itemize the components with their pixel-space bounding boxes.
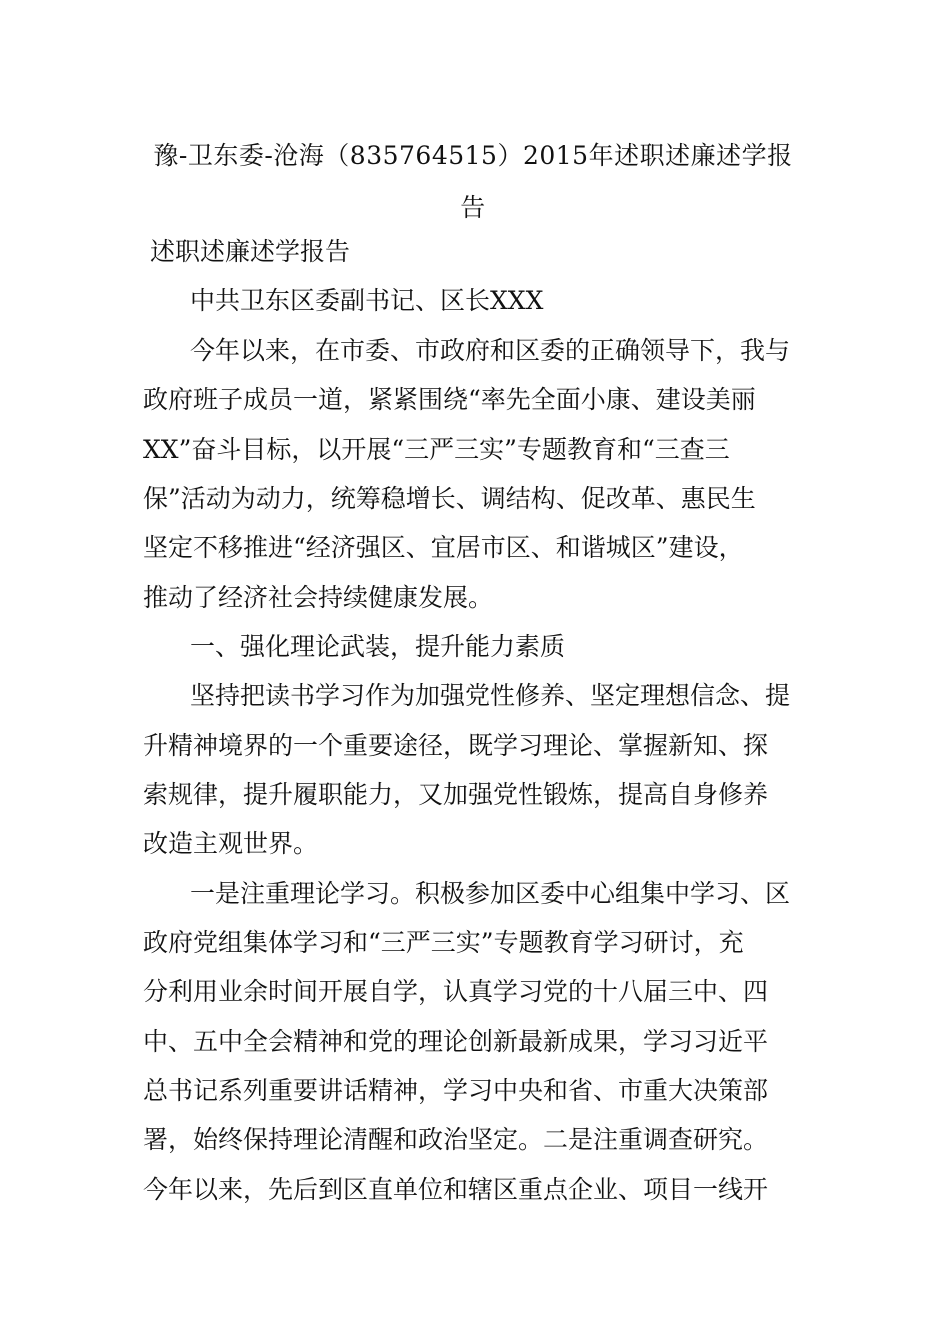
paragraph-line: 索规律，提升履职能力，又加强党性锻炼，提高自身修养 bbox=[143, 780, 769, 809]
title-line-1: 豫-卫东委-沧海（835764515）2015年述职述廉述学报 bbox=[153, 141, 793, 170]
paragraph-line: 推动了经济社会持续健康发展。 bbox=[143, 583, 494, 612]
paragraph-line: 今年以来，在市委、市政府和区委的正确领导下，我与 bbox=[190, 336, 791, 365]
paragraph-line: 保”活动为动力，统筹稳增长、调结构、促改革、惠民生 bbox=[143, 484, 756, 513]
paragraph-line: 总书记系列重要讲话精神，学习中央和省、市重大决策部 bbox=[143, 1076, 769, 1105]
author-line: 中共卫东区委副书记、区长XXX bbox=[190, 286, 544, 315]
paragraph-line: 一是注重理论学习。积极参加区委中心组集中学习、区 bbox=[190, 879, 791, 908]
paragraph-line: 政府班子成员一道，紧紧围绕“率先全面小康、建设美丽 bbox=[143, 385, 756, 414]
paragraph-line: 分利用业余时间开展自学，认真学习党的十八届三中、四 bbox=[143, 977, 769, 1006]
paragraph-line: 坚定不移推进“经济强区、宜居市区、和谐城区”建设， bbox=[143, 533, 744, 562]
paragraph-line: 改造主观世界。 bbox=[143, 829, 319, 858]
paragraph-line: 升精神境界的一个重要途径，既学习理论、掌握新知、探 bbox=[143, 731, 769, 760]
paragraph-line: 中、五中全会精神和党的理论创新最新成果，学习习近平 bbox=[143, 1027, 769, 1056]
paragraph-line: 坚持把读书学习作为加强党性修养、坚定理想信念、提 bbox=[190, 681, 791, 710]
title-line-2: 告 bbox=[460, 193, 486, 222]
report-subtitle: 述职述廉述学报告 bbox=[150, 237, 351, 266]
paragraph-line: 今年以来，先后到区直单位和辖区重点企业、项目一线开 bbox=[143, 1175, 769, 1204]
paragraph-line: 署，始终保持理论清醒和政治坚定。二是注重调查研究。 bbox=[143, 1125, 769, 1154]
paragraph-line: 政府党组集体学习和“三严三实”专题教育学习研讨，充 bbox=[143, 928, 744, 957]
document-title bbox=[143, 130, 803, 234]
section-heading: 一、强化理论武装，提升能力素质 bbox=[190, 632, 566, 661]
paragraph-line: XX”奋斗目标，以开展“三严三实”专题教育和“三查三 bbox=[143, 435, 730, 464]
